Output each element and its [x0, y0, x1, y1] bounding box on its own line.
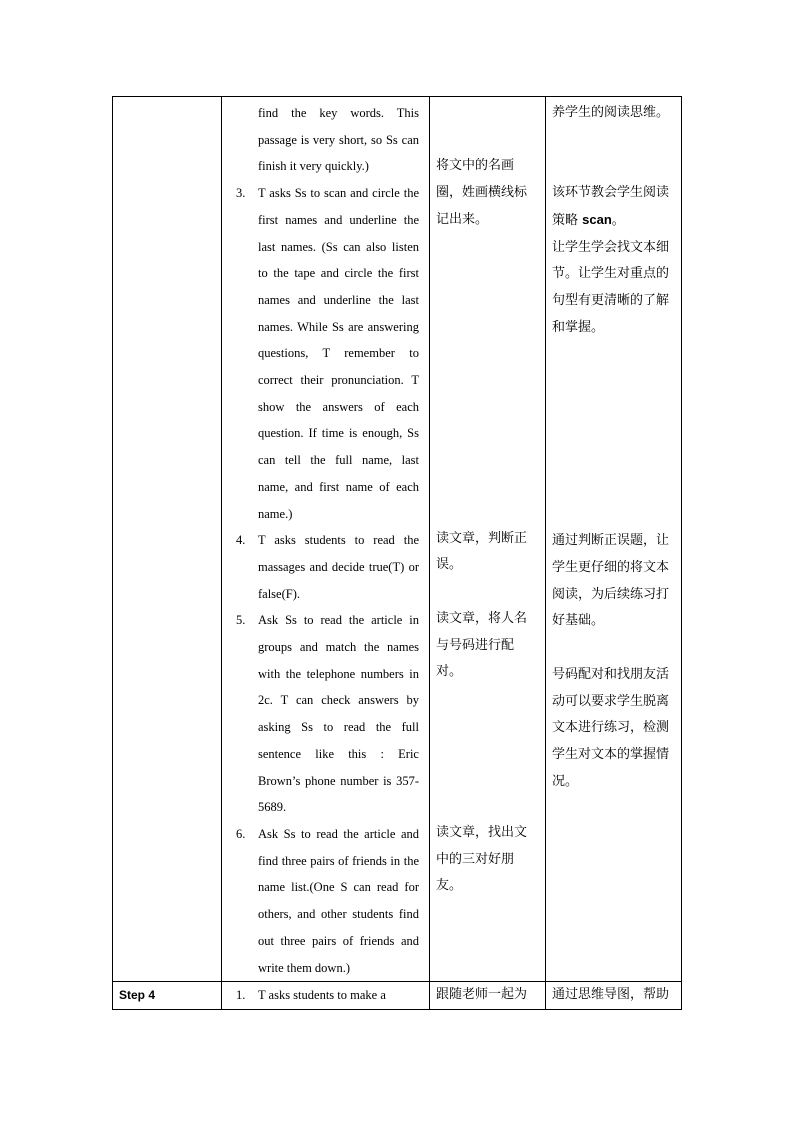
student-activity-text: 将文中的名画圈，姓画横线标记出来。 — [436, 158, 528, 227]
student-activity-text: 读文章，判断正误。 — [436, 530, 528, 573]
table-row — [113, 982, 682, 1010]
item-number: 6. — [236, 826, 246, 841]
activity-list — [228, 180, 423, 981]
list-item — [228, 607, 423, 821]
item-number: 1. — [236, 988, 246, 1003]
design-intent-cell — [546, 982, 682, 1010]
design-intent-text: 号码配对和找朋友活动可以要求学生脱离文本进行练习，检测学生对文本的掌握情况。 — [552, 666, 670, 789]
student-activity-text: 读文章，将人名与号码进行配对。 — [436, 610, 528, 680]
design-intent-cell — [546, 97, 682, 982]
student-activity-text: 读文章，找出文中的三对好朋友。 — [436, 825, 528, 894]
list-item — [228, 821, 423, 981]
design-intent-text: 通过判断正误题，让学生更仔细的将文本阅读，为后续练习打好基础。 — [552, 533, 670, 629]
list-item — [228, 180, 423, 527]
lesson-plan-table — [112, 96, 682, 1010]
item-text: T asks students to make a — [258, 988, 386, 1003]
item-number: 3. — [236, 186, 246, 201]
design-intent-text: 让学生学会找文本细节。让学生对重点的句型有更清晰的了解和掌握。 — [552, 239, 670, 335]
teacher-activity-cell — [222, 97, 430, 982]
teacher-activity-cell — [222, 982, 430, 1010]
step-cell — [113, 982, 222, 1010]
list-item — [228, 982, 423, 1009]
student-activity-cell — [430, 97, 546, 982]
continuation-text: find the key words. This passage is very short, so Ss can finish it very quickly.) — [258, 106, 419, 174]
item-text: Ask Ss to read the article and find three pairs of friends in the name list.(One S can read for others, and other students find out three pairs of friends and write them down.) — [258, 826, 419, 975]
design-intent-text: 养学生的阅读思维。 — [552, 105, 670, 120]
item-text: T asks Ss to scan and circle the first names and underline the last names. (Ss can also listen to the tape and circle the first names and underline the last names. While Ss are answering questions, T remember to correct their pronunciation. T show the answers of each question. If time is enough, Ss can tell the full name, last name, and first name of each name.) — [258, 186, 419, 521]
design-intent-text: 通过思维导图，帮助 — [552, 987, 670, 1003]
item-number: 4. — [236, 533, 246, 548]
item-number: 5. — [236, 613, 246, 628]
student-activity-cell — [430, 982, 546, 1010]
item-text: Ask Ss to read the article in groups and match the names with the telephone numbers in 2c. T can check answers by asking Ss to read the full sentence like this : Eric Brown’s phone number is 357-5689. — [258, 613, 419, 815]
student-activity-text: 跟随老师一起为 — [436, 987, 528, 1003]
activity-list — [228, 982, 423, 1009]
design-intent-text: 该环节教会学生阅读策略 scan。 — [552, 185, 670, 228]
step-cell — [113, 97, 222, 982]
list-item — [228, 527, 423, 607]
table-row — [113, 97, 682, 982]
step-label: Step 4 — [119, 988, 156, 1003]
item-text: T asks students to read the massages and decide true(T) or false(F). — [258, 533, 419, 601]
